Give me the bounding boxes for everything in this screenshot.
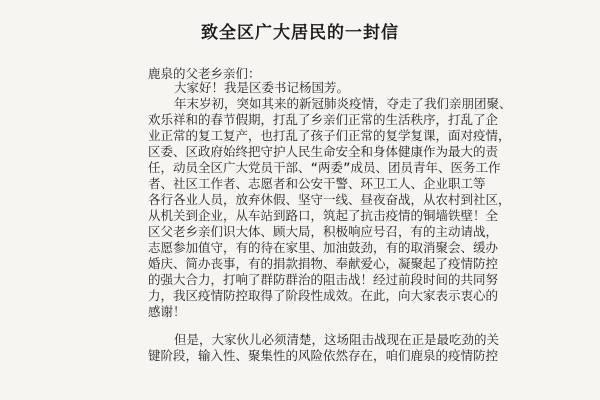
- letter-greeting: 鹿泉的父老乡亲们：: [148, 66, 261, 81]
- letter-line: 年末岁初，突如其来的新冠肺炎疫情，夺走了我们亲朋团聚、: [174, 96, 512, 111]
- letter-line: 者、社区工作者、志愿者和公安干警、环卫工人、企业职工等: [148, 176, 486, 191]
- letter-line: 各行各业人员，放弃休假、坚守一线、昼夜奋战，从农村到社区，: [148, 192, 511, 207]
- letter-line: 区委、区政府始终把守护人民生命安全和身体健康作为最大的责: [148, 144, 499, 159]
- letter-line: 从机关到企业，从车站到路口，筑起了抗击疫情的铜墙铁壁！全: [148, 208, 499, 223]
- letter-line: 但是，大家伙儿必须清楚，这场阻击战现在正是最吃劲的关: [174, 332, 500, 347]
- letter-line: 力，我区疫情防控取得了阶段性成效。在此，向大家表示衷心的: [148, 288, 499, 303]
- letter-line: 任，动员全区广大党员干部、“两委”成员、团员青年、医务工作: [148, 160, 501, 175]
- letter-line: 的强大合力，打响了群防群治的阻击战！经过前段时间的共同努: [148, 272, 499, 287]
- letter-line: 欢乐祥和的春节假期，打乱了乡亲们正常的生活秩序，打乱了企: [148, 112, 499, 127]
- letter-line: 区父老乡亲们识大体、顾大局，积极响应号召，有的主动请战，: [148, 224, 499, 239]
- letter-line: 键阶段，输入性、聚集性的风险依然存在，咱们鹿泉的疫情防控: [148, 348, 499, 363]
- letter-line: 志愿参加值守，有的待在家里、加油鼓劲，有的取消聚会、缓办: [148, 240, 499, 255]
- letter-title: 致全区广大居民的一封信: [201, 23, 399, 43]
- letter-line: 业正常的复工复产，也打乱了孩子们正常的复学复课，面对疫情，: [148, 128, 511, 143]
- letter-line: 大家好！我是区委书记杨国芳。: [174, 80, 350, 95]
- letter-line: 感谢！: [148, 304, 186, 319]
- letter-line: 婚庆、简办丧事，有的捐款捐物、奉献爱心，凝聚起了疫情防控: [148, 256, 499, 271]
